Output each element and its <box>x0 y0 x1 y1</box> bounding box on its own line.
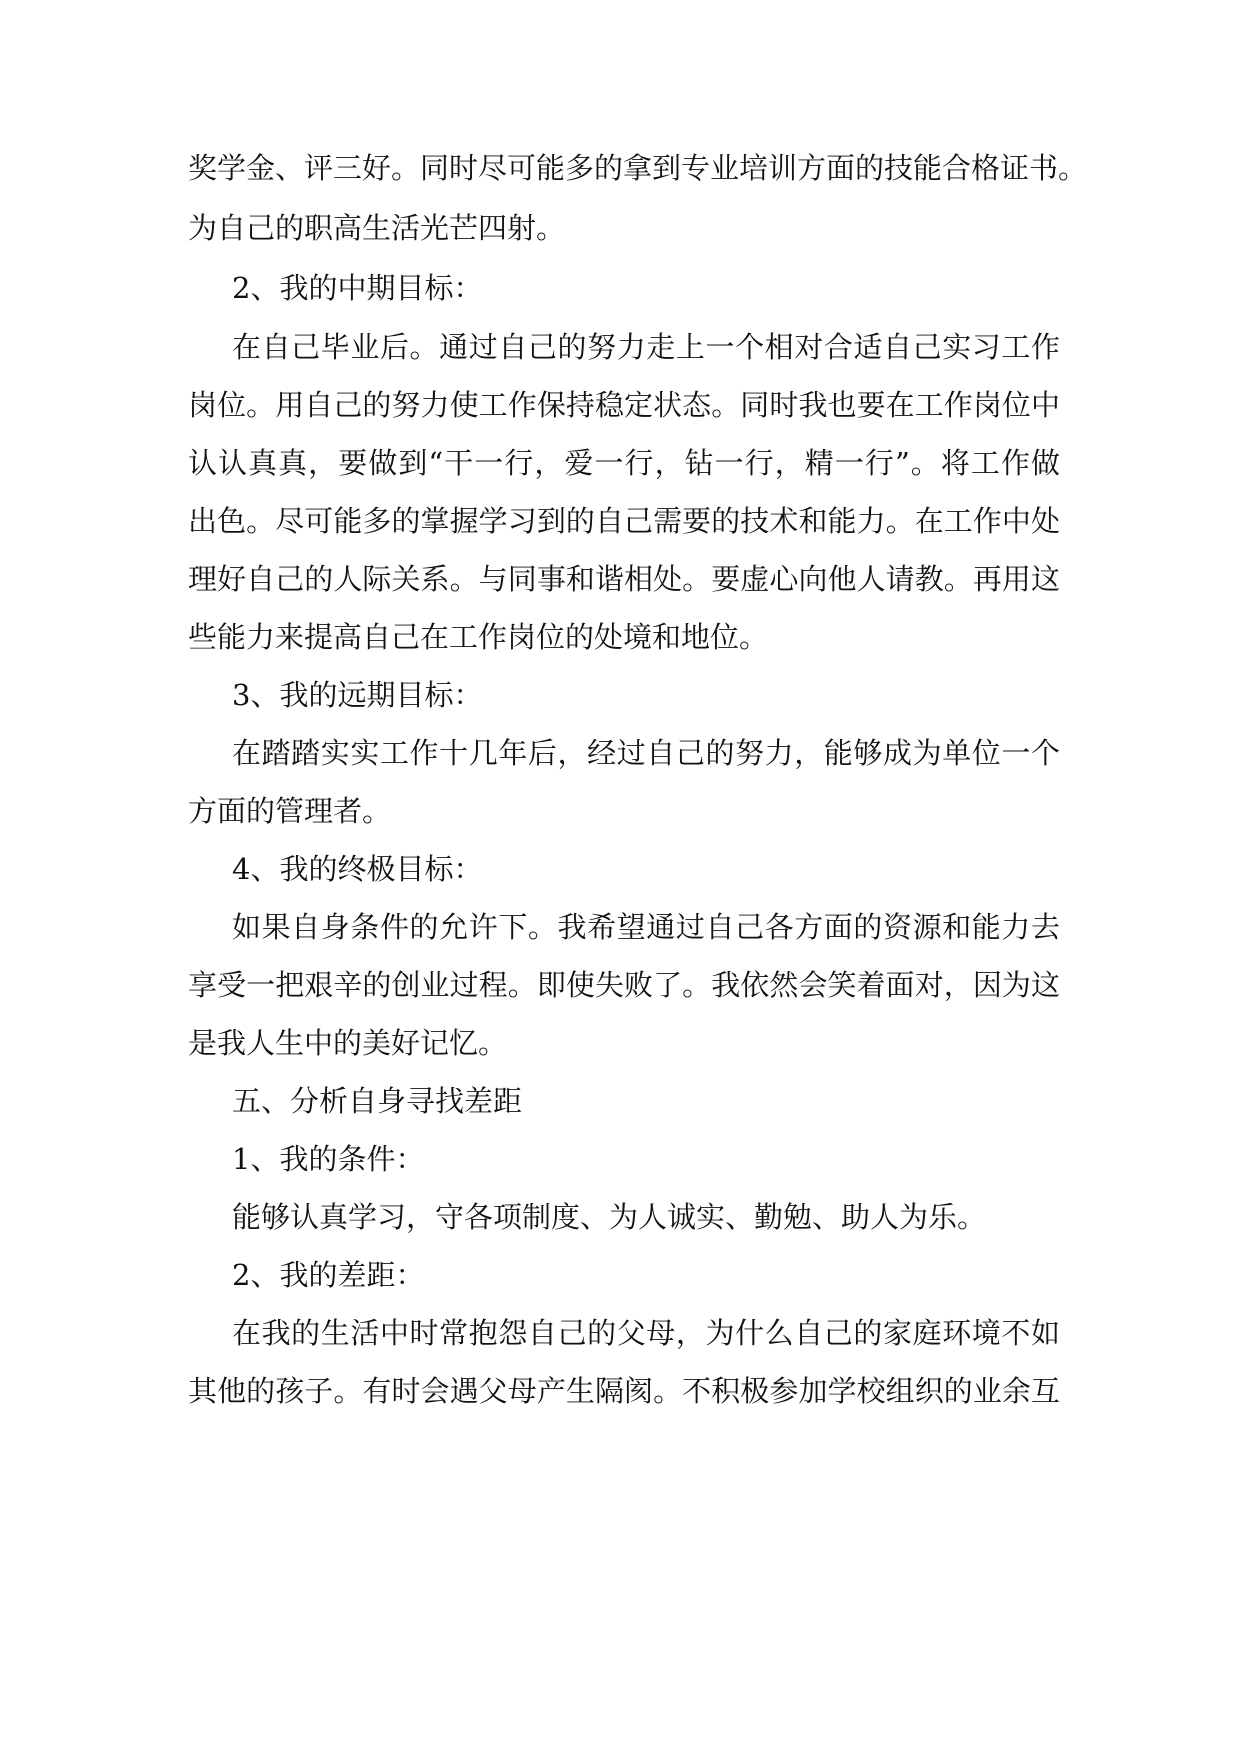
section-heading: 2、我的中期目标： <box>232 271 483 305</box>
text-line: 出色。尽可能多的掌握学习到的自己需要的技术和能力。在工作中处 <box>188 504 1060 538</box>
text-line: 如果自身条件的允许下。我希望通过自己各方面的资源和能力去 <box>232 910 1060 944</box>
text-line: 是我人生中的美好记忆。 <box>188 1026 508 1060</box>
section-heading: 1、我的条件： <box>232 1142 425 1176</box>
text-line: 些能力来提高自己在工作岗位的处境和地位。 <box>188 620 769 654</box>
text-line: 其他的孩子。有时会遇父母产生隔阂。不积极参加学校组织的业余互 <box>188 1374 1060 1408</box>
text-line: 在我的生活中时常抱怨自己的父母，为什么自己的家庭环境不如 <box>232 1316 1060 1350</box>
text-line: 在自己毕业后。通过自己的努力走上一个相对合适自己实习工作 <box>232 330 1060 364</box>
text-line: 在踏踏实实工作十几年后，经过自己的努力，能够成为单位一个 <box>232 736 1060 770</box>
text-line: 为自己的职高生活光芒四射。 <box>188 211 566 245</box>
text-line: 岗位。用自己的努力使工作保持稳定状态。同时我也要在工作岗位中 <box>188 388 1060 422</box>
section-heading: 3、我的远期目标： <box>232 678 483 712</box>
text-line: 享受一把艰辛的创业过程。即使失败了。我依然会笑着面对，因为这 <box>188 968 1060 1002</box>
text-line: 理好自己的人际关系。与同事和谐相处。要虚心向他人请教。再用这 <box>188 562 1060 596</box>
section-heading: 4、我的终极目标： <box>232 852 483 886</box>
text-line: 奖学金、评三好。同时尽可能多的拿到专业培训方面的技能合格证书。 <box>188 151 1088 185</box>
text-line: 方面的管理者。 <box>188 794 392 828</box>
text-line: 能够认真学习，守各项制度、为人诚实、勤勉、助人为乐。 <box>232 1200 987 1234</box>
section-heading: 2、我的差距： <box>232 1258 425 1292</box>
text-line: 认认真真，要做到“干一行，爱一行，钻一行，精一行”。将工作做 <box>188 446 1060 480</box>
section-heading: 五、分析自身寻找差距 <box>232 1084 523 1118</box>
